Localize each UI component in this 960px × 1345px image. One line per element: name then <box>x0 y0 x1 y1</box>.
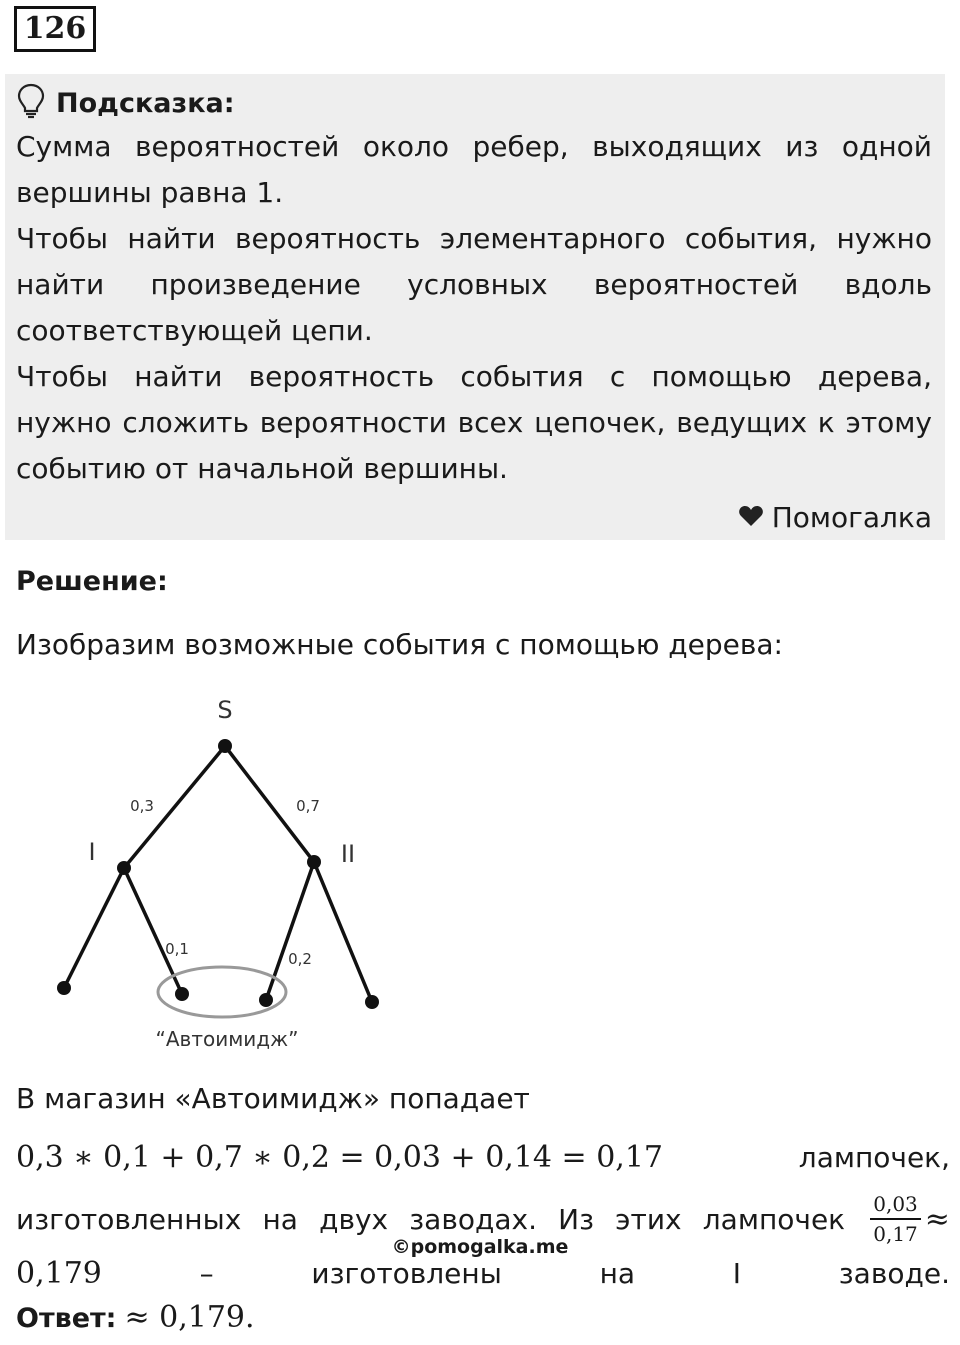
solution-word: изготовленных <box>16 1202 242 1236</box>
solution-title: Решение: <box>16 566 168 597</box>
brand-name: Помогалка <box>771 500 932 534</box>
solution-word: 0,179 <box>16 1256 102 1291</box>
hint-paragraph: Чтобы найти вероятность элементарного события, нужно найти произведение условных вероятностей вдоль соответствующей цепи. <box>16 222 932 347</box>
solution-line <box>16 1256 950 1291</box>
event-label: “Автоимидж” <box>155 1027 299 1051</box>
equation-line <box>16 1140 950 1175</box>
solution-word: I <box>732 1257 742 1290</box>
solution-word: на <box>262 1202 298 1236</box>
watermark: ©pomogalka.me <box>391 1236 569 1258</box>
prob-label: 0,1 <box>165 940 189 958</box>
answer-value: ≈ 0,179. <box>124 1300 255 1335</box>
node-i-label: I <box>88 838 96 866</box>
equation: 0,3 ∗ 0,1 + 0,7 ∗ 0,2 = 0,03 + 0,14 = 0,17 <box>16 1140 663 1175</box>
leaf-node <box>175 987 189 1001</box>
solution-word: Из <box>558 1202 594 1236</box>
node-i <box>117 861 131 875</box>
lightbulb-icon <box>16 83 46 123</box>
approx-sign: ≈ <box>924 1201 950 1237</box>
solution-word: двух <box>319 1202 389 1236</box>
solution-word: этих <box>615 1202 682 1236</box>
solution-word: изготовлены <box>311 1257 502 1290</box>
solution-word: заводах. <box>409 1202 537 1236</box>
leaf-node <box>259 993 273 1007</box>
hint-paragraph: Чтобы найти вероятность события с помощью дерева, нужно сложить вероятности всех цепочек, ведущих к этому событию от начальной вершины. <box>16 360 932 485</box>
node-ii-label: II <box>340 840 356 868</box>
fraction-denominator: 0,17 <box>873 1222 918 1246</box>
solution-word: заводе. <box>838 1257 950 1290</box>
solution-intro: Изобразим возможные события с помощью дерева: <box>16 628 783 661</box>
prob-label: 0,7 <box>296 797 320 815</box>
leaf-node <box>57 981 71 995</box>
heart-icon <box>738 501 772 534</box>
hint-header <box>16 82 235 124</box>
brand-signature <box>738 498 932 536</box>
task-number: 126 <box>14 6 96 52</box>
solution-word: на <box>599 1257 636 1290</box>
prob-label: 0,3 <box>130 797 154 815</box>
solution-line: В магазин «Автоимидж» попадает <box>16 1082 530 1115</box>
hint-text <box>16 124 932 492</box>
answer <box>16 1300 255 1335</box>
edge-ii-a <box>266 862 314 1000</box>
solution-word: – <box>199 1257 214 1290</box>
solution-word: лампочек, <box>798 1141 950 1174</box>
hint-title: Подсказка: <box>56 87 235 119</box>
answer-label: Ответ: <box>16 1303 117 1334</box>
probability-tree <box>40 690 420 1060</box>
node-root <box>218 739 232 753</box>
root-label: S <box>217 696 233 724</box>
edge-i-a <box>64 868 124 988</box>
fraction-numerator: 0,03 <box>870 1192 921 1220</box>
prob-label: 0,2 <box>288 950 312 968</box>
edge-ii-b <box>314 862 372 1002</box>
node-ii <box>307 855 321 869</box>
solution-word: лампочек <box>702 1202 846 1236</box>
leaf-node <box>365 995 379 1009</box>
hint-paragraph: Сумма вероятностей около ребер, выходящих из одной вершины равна 1. <box>16 130 932 209</box>
